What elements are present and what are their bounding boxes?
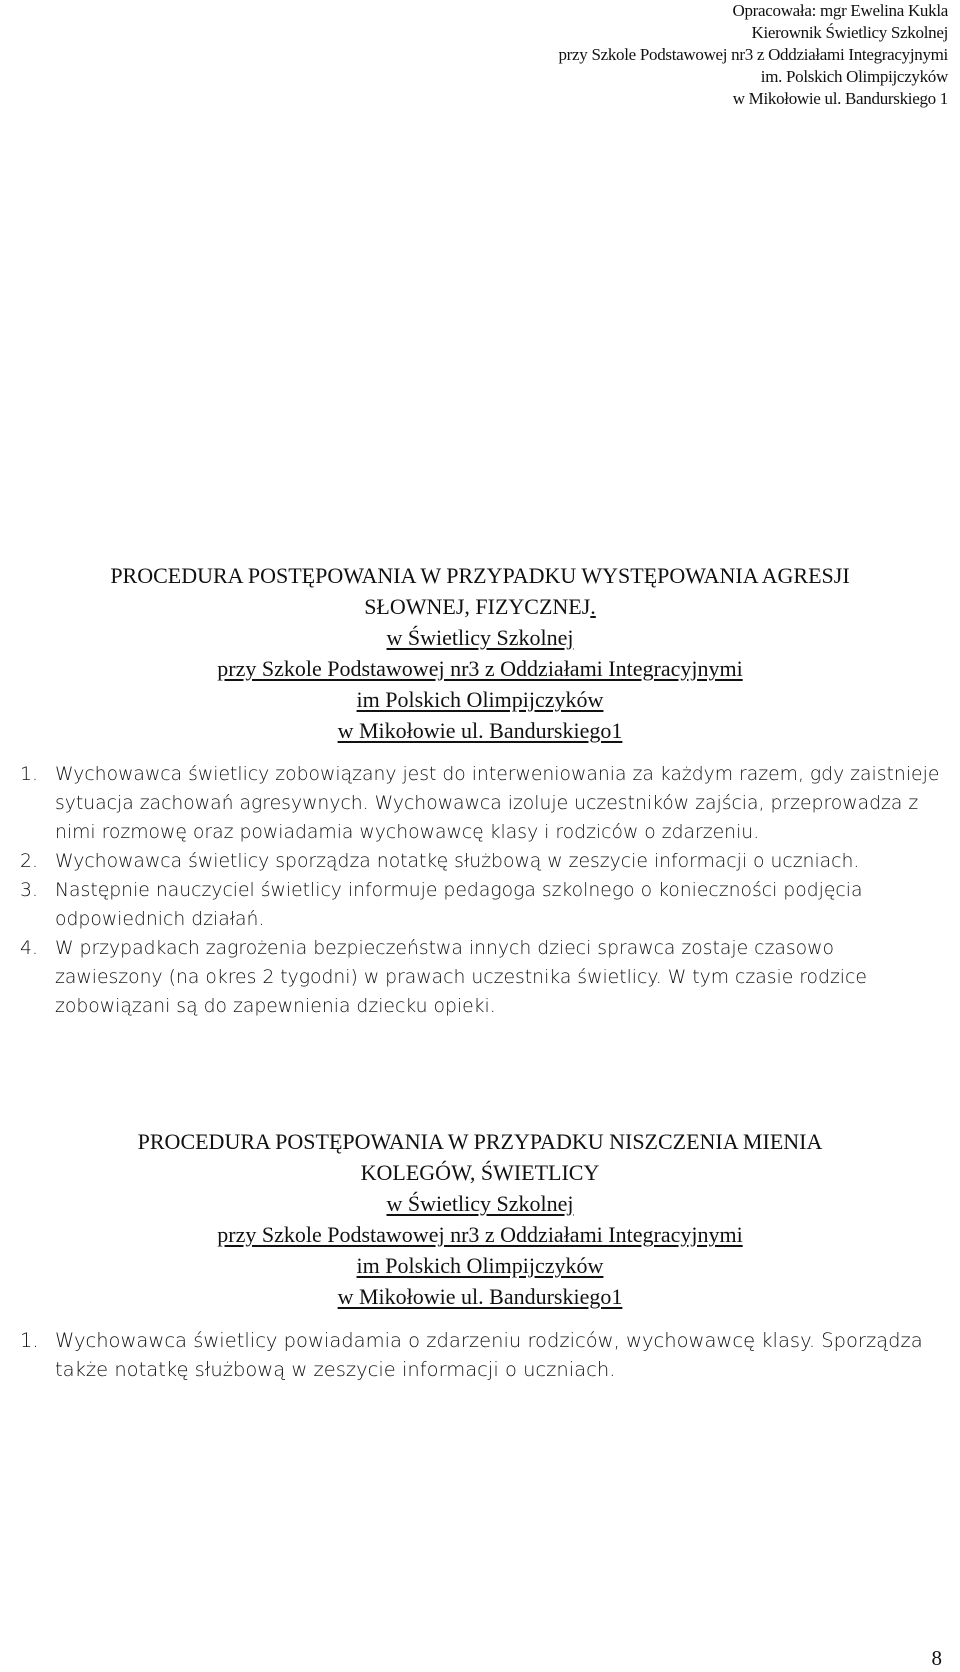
list-item-number: 3.: [20, 880, 38, 901]
subtitle-line-1: w Świetlicy Szkolnej: [386, 1191, 574, 1216]
subtitle-line-2: przy Szkole Podstawowej nr3 z Oddziałami Integracyjnymi: [217, 656, 743, 681]
list-item-text: Następnie nauczyciel świetlicy informuje pedagoga szkolnego o konieczności podjęcia odpowiednich działań.: [55, 880, 863, 930]
procedure-aggression: [0, 560, 960, 1021]
title-line-2-text: SŁOWNEJ, FIZYCZNEJ: [364, 594, 591, 619]
list-item-number: 2.: [20, 851, 38, 872]
list-item-number: 1.: [20, 764, 38, 785]
subtitle-line-1: w Świetlicy Szkolnej: [386, 625, 574, 650]
list-item: [0, 760, 960, 847]
list-item: [0, 934, 960, 1021]
school-patron-line: im. Polskich Olimpijczyków: [760, 67, 948, 86]
procedure-title: [0, 1126, 960, 1312]
title-line-1: PROCEDURA POSTĘPOWANIA W PRZYPADKU NISZCZENIA MIENIA: [137, 1129, 823, 1154]
procedure-steps: [0, 760, 960, 1021]
list-item-text: Wychowawca świetlicy sporządza notatkę służbową w zeszycie informacji o uczniach.: [55, 851, 860, 872]
title-line-2-dot: .: [590, 594, 596, 619]
subtitle-line-4: w Mikołowie ul. Bandurskiego1: [337, 718, 623, 743]
list-item-text: Wychowawca świetlicy zobowiązany jest do interweniowania za każdym razem, gdy zaistnieje sytuacja zachowań agresywnych. Wychowawca izoluje uczestników zajścia, przeprowadza z nimi rozmowę oraz powiadamia wychowawcę klasy i rodziców o zdarzeniu.: [55, 764, 940, 843]
subtitle-line-4: w Mikołowie ul. Bandurskiego1: [337, 1284, 623, 1309]
list-item-number: 4.: [20, 938, 38, 959]
author-line: Opracowała: mgr Ewelina Kukla: [732, 1, 948, 20]
procedure-title: [0, 560, 960, 746]
subtitle-line-3: im Polskich Olimpijczyków: [356, 687, 604, 712]
list-item-number: 1.: [20, 1329, 39, 1352]
role-line: Kierownik Świetlicy Szkolnej: [751, 23, 948, 42]
list-item-text: Wychowawca świetlicy powiadamia o zdarzeniu rodziców, wychowawcę klasy. Sporządza także notatkę służbową w zeszycie informacji o uczniach.: [55, 1329, 923, 1381]
procedure-property-damage: [0, 1126, 960, 1384]
list-item: [0, 876, 960, 934]
list-item: [0, 1326, 960, 1384]
list-item: [0, 847, 960, 876]
list-item-text: W przypadkach zagrożenia bezpieczeństwa innych dzieci sprawca zostaje czasowo zawieszony (na okres 2 tygodni) w prawach uczestnika świetlicy. W tym czasie rodzice zobowiązani są do zapewnienia dziecku opieki.: [55, 938, 867, 1017]
school-line: przy Szkole Podstawowej nr3 z Oddziałami Integracyjnymi: [558, 45, 948, 64]
title-line-1: PROCEDURA POSTĘPOWANIA W PRZYPADKU WYSTĘPOWANIA AGRESJI: [110, 563, 850, 588]
school-address-line: w Mikołowie ul. Bandurskiego 1: [732, 89, 948, 108]
title-line-2: [0, 591, 960, 622]
subtitle-line-2: przy Szkole Podstawowej nr3 z Oddziałami Integracyjnymi: [217, 1222, 743, 1247]
page-number: 8: [931, 1646, 942, 1670]
author-header: [558, 0, 948, 110]
title-line-2: KOLEGÓW, ŚWIETLICY: [360, 1160, 600, 1185]
subtitle-line-3: im Polskich Olimpijczyków: [356, 1253, 604, 1278]
procedure-steps: [0, 1326, 960, 1384]
